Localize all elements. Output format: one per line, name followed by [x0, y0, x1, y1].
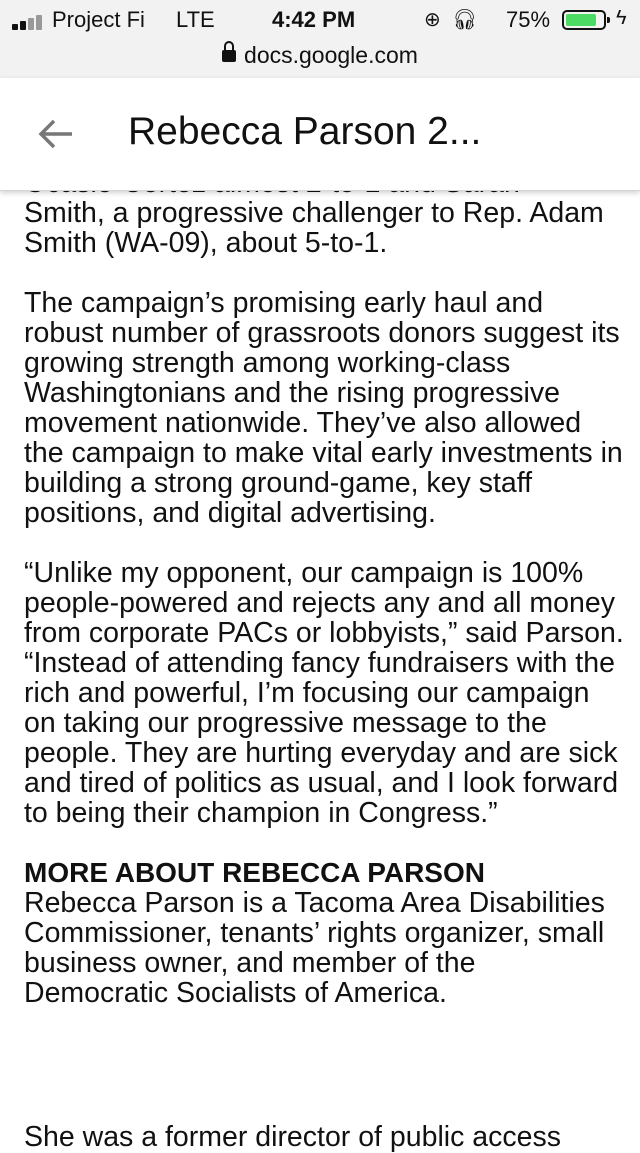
back-arrow-icon[interactable]: [34, 112, 78, 156]
url-bar[interactable]: [0, 40, 640, 78]
orientation-lock-icon: ⊕: [424, 9, 441, 31]
carrier-label: Project Fi: [52, 7, 145, 32]
lock-icon: [222, 50, 236, 62]
paragraph: The campaign’s promising early haul and robust number of grassroots donors suggest its growing strength among working-class Washingtonians and the rising progressive movement nationwide. They’ve also allowed the campaign to make vital early investments in building a strong ground-game, key staff positions, and digital advertising.: [24, 287, 623, 529]
status-bar: [0, 0, 640, 40]
charging-bolt-icon: ϟ: [616, 7, 627, 29]
paragraph: Rebecca Parson is a Tacoma Area Disabilities Commissioner, tenants’ rights organizer, small business owner, and member of the Democratic Socialists of America.: [24, 887, 605, 1009]
quote-paragraph: “Unlike my opponent, our campaign is 100% people-powered and rejects any and all money from corporate PACs or lobbyists,” said Parson. “Instead of attending fancy fundraisers with the rich and powerful, I’m focusing our campaign on taking our progressive message to the people. They are hurting everyday and are sick and tired of politics as usual, and I look forward to being their champion in Congress.”: [24, 557, 624, 829]
url-domain: docs.google.com: [244, 42, 418, 68]
headphones-icon: 🎧︎: [452, 9, 478, 31]
network-type: LTE: [176, 7, 215, 32]
document-title: Rebecca Parson 2...: [128, 110, 482, 153]
battery-icon: [562, 10, 606, 30]
partial-text-line: She was a former director of public access: [24, 1121, 561, 1153]
signal-strength-icon: [12, 12, 52, 30]
app-bar: [0, 78, 640, 191]
clock: 4:42 PM: [272, 7, 356, 32]
section-heading: MORE ABOUT REBECCA PARSON: [24, 857, 485, 888]
paragraph: Smith, a progressive challenger to Rep. Adam Smith (WA-09), about 5-to-1.: [24, 197, 604, 259]
document-body: [24, 180, 624, 1038]
battery-percent: 75%: [506, 7, 551, 32]
